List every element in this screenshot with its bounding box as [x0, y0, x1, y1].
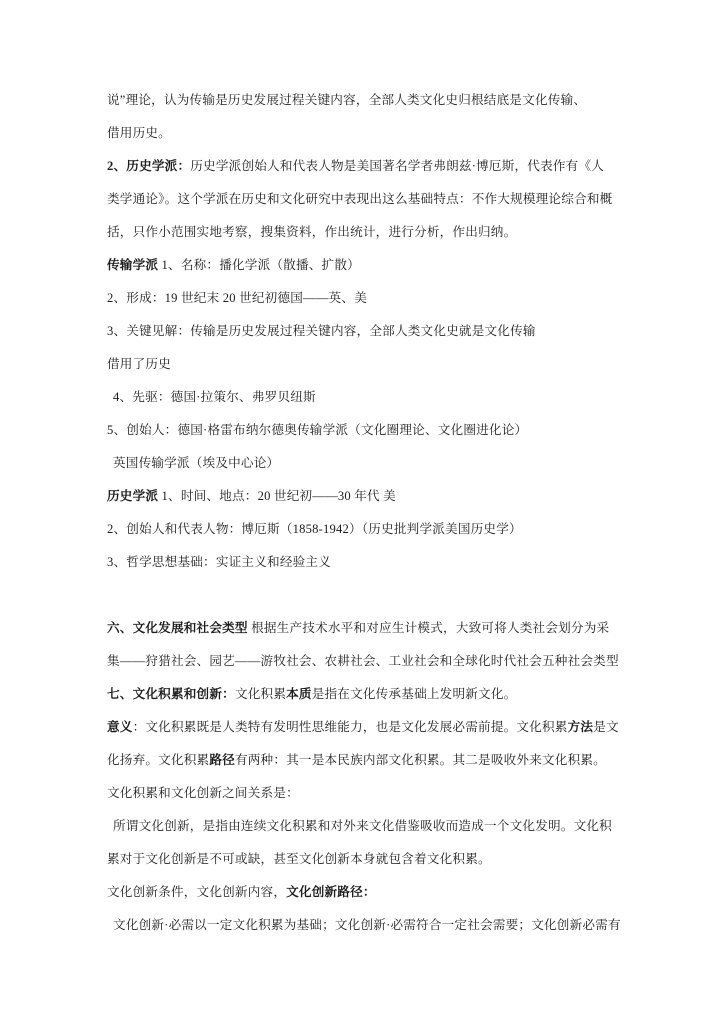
- text-line: [107, 711, 619, 744]
- bold-text-segment: 路径: [209, 753, 235, 767]
- bold-text-segment: 方法: [567, 720, 594, 734]
- text-line: [107, 183, 615, 216]
- text-segment: ：文化积累既是人类特有发明性思维能力，也是文化发展必需前提。文化积累: [132, 720, 568, 734]
- text-segment: 是指在文化传承基础上发明新文化。: [311, 687, 517, 701]
- text-segment: 英国传输学派（埃及中心论）: [113, 456, 280, 470]
- text-line: [107, 876, 615, 909]
- text-segment: 化扬弃。文化积累: [107, 753, 210, 767]
- text-segment: 文化积累和文化创新之间关系是：: [107, 786, 299, 800]
- bold-text-segment: 本质: [286, 687, 312, 701]
- text-segment: 根据生产技术水平和对应生计模式，大致可将人类社会划分为采: [247, 621, 610, 635]
- text-line: [107, 546, 615, 579]
- text-segment: 借用历史。: [107, 126, 171, 140]
- text-segment: 2、创始人和代表人物：博厄斯（1858-1942）（历史批判学派美国历史学）: [107, 522, 522, 536]
- text-line: [107, 84, 615, 117]
- text-segment: 3、关键见解：传输是历史发展过程关键内容，全部人类文化史就是文化传输: [107, 324, 536, 338]
- text-line: [107, 810, 615, 843]
- text-segment: 文化积累: [234, 687, 287, 701]
- text-segment: 说”理论，认为传输是历史发展过程关键内容，全部人类文化史归根结底是文化传输、: [107, 93, 587, 107]
- text-line: [107, 909, 621, 942]
- text-line: [107, 381, 615, 414]
- text-segment: 类学通论》。这个学派在历史和文化研究中表现出这么基础特点：不作大规模理论综合和概: [107, 192, 613, 206]
- text-segment: 5、创始人：德国·格雷布纳尔德奥传输学派（文化圈理论、文化圈进化论）: [107, 423, 528, 437]
- text-line: [107, 678, 615, 711]
- text-line: [107, 216, 615, 249]
- text-line: [107, 414, 615, 447]
- bold-text-segment: 七、文化积累和创新：: [107, 687, 235, 701]
- text-line: [107, 348, 615, 381]
- text-line: [107, 744, 615, 777]
- text-segment: 文化创新条件，文化创新内容，: [107, 885, 287, 899]
- text-line: [107, 480, 615, 513]
- text-segment: 累对于文化创新是不可或缺，甚至文化创新本身就包含着文化积累。: [107, 852, 491, 866]
- text-segment: 借用了历史: [107, 357, 171, 371]
- text-segment: 3、哲学思想基础：实证主义和经验主义: [107, 555, 331, 569]
- bold-text-segment: 文化创新路径：: [286, 885, 376, 899]
- document-content: [107, 84, 621, 942]
- bold-text-segment: 意义: [107, 720, 133, 734]
- bold-text-segment: 2、历史学派：: [107, 159, 191, 173]
- text-segment: 所谓文化创新，是指由连续文化积累和对外来文化借鉴吸收而造成一个文化发明。文化积: [113, 819, 612, 833]
- text-line: [107, 513, 615, 546]
- text-line: [107, 645, 619, 678]
- text-segment: 1、名称：播化学派（散播、扩散）: [158, 258, 360, 272]
- text-line: [107, 843, 615, 876]
- text-segment: 文化创新·必需以一定文化积累为基础；文化创新·必需符合一定社会需要；文化创新必需有: [113, 918, 621, 932]
- text-segment: 4、先驱：德国·拉策尔、弗罗贝纽斯: [113, 390, 316, 404]
- bold-text-segment: 六、文化发展和社会类型: [107, 621, 248, 635]
- bold-text-segment: 历史学派: [107, 489, 159, 503]
- text-segment: 括，只作小范围实地考察，搜集资料，作出统计，进行分析，作出归纳。: [107, 225, 517, 239]
- text-segment: 是文: [593, 720, 619, 734]
- text-line: [107, 777, 615, 810]
- text-line: [107, 150, 615, 183]
- text-line: [107, 282, 615, 315]
- text-line: [107, 117, 615, 150]
- text-segment: 2、形成：19 世纪末 20 世纪初德国——英、美: [107, 291, 368, 305]
- bold-text-segment: 传输学派: [107, 258, 159, 272]
- text-line: [107, 612, 615, 645]
- text-segment: 有两种：其一是本民族内部文化积累。其二是吸收外来文化积累。: [234, 753, 606, 767]
- text-line: [107, 579, 615, 612]
- text-segment: 1、时间、地点：20 世纪初——30 年代 美: [158, 489, 396, 503]
- text-segment: 集——狩猎社会、园艺——游牧社会、农耕社会、工业社会和全球化时代社会五种社会类型: [107, 654, 619, 668]
- text-segment: 历史学派创始人和代表人物是美国著名学者弗朗兹·博厄斯，代表作有《人: [190, 159, 605, 173]
- text-line: [107, 315, 615, 348]
- text-line: [107, 249, 615, 282]
- text-line: [107, 447, 615, 480]
